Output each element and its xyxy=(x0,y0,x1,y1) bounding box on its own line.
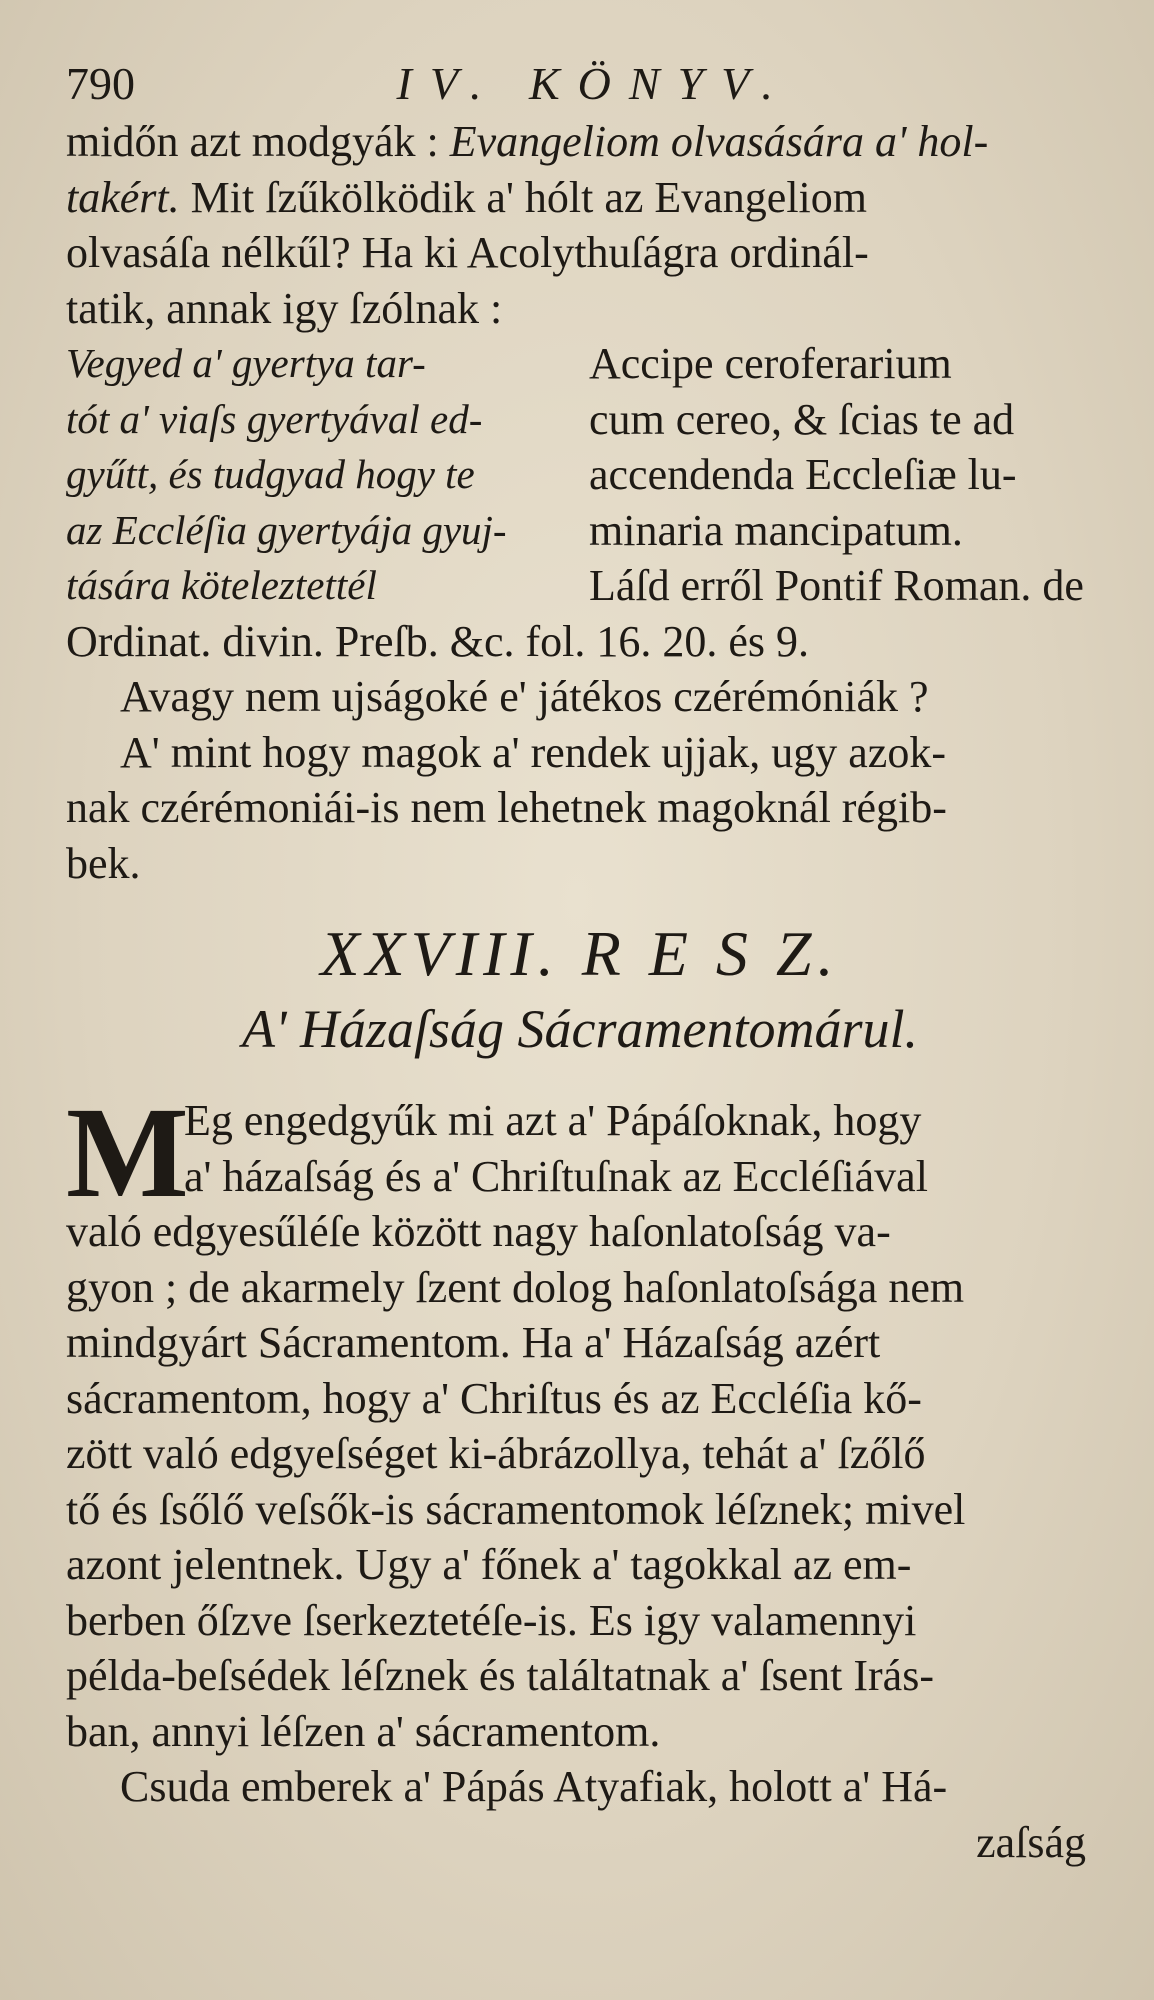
text-block xyxy=(66,56,1094,1870)
text-line: való edgyesűléſe között nagy haſonlatoſság va- xyxy=(66,1207,891,1256)
text-line: a' házaſság és a' Chriſtuſnak az Eccléſiával xyxy=(184,1151,928,1201)
opening-paragraph xyxy=(66,114,1094,336)
text-line xyxy=(66,225,1094,281)
latin-line: cum cereo, & ſcias te ad xyxy=(589,394,1015,444)
text-line: zött való edgyeſséget ki-ábrázollya, tehát a' ſzőlő xyxy=(66,1429,926,1478)
text-line: példa-beſsédek léſznek és találtatnak a' ſsent Irás- xyxy=(66,1651,934,1700)
text-line: Avagy nem ujságoké e' játékos czérémóniák ? xyxy=(120,672,929,721)
text-line: tő és ſsőlő veſsők-is sácramentomok léſznek; mivel xyxy=(66,1484,966,1534)
italic-text: takért. xyxy=(66,172,180,222)
hungarian-line: gyűtt, és tudgyad hogy te xyxy=(66,451,475,497)
text-line xyxy=(66,281,1094,337)
catchword: zaſság xyxy=(976,1817,1086,1867)
text-run: olvasáſa nélkűl? Ha ki Acolythuſágra ordinál- xyxy=(66,228,869,277)
hungarian-line: Vegyed a' gyertya tar- xyxy=(66,340,426,386)
text-line: ban, annyi léſzen a' sácramentom. xyxy=(66,1706,661,1756)
running-header xyxy=(66,56,1094,114)
text-line: bek. xyxy=(66,838,141,888)
text-line xyxy=(66,170,1094,226)
hungarian-column xyxy=(66,336,566,614)
text-line xyxy=(66,114,1094,170)
latin-line: Accipe ceroferarium xyxy=(589,339,952,388)
middle-paragraphs xyxy=(66,614,1094,892)
drop-cap: M xyxy=(66,1081,189,1225)
text-line: Csuda emberek a' Pápás Atyafiak, holott a' Há- xyxy=(120,1762,948,1811)
bilingual-quotation xyxy=(66,336,1094,614)
body-lines xyxy=(66,1204,1094,1815)
chapter-title: A' Házaſság Sácramentomárul. xyxy=(241,999,919,1059)
chapter-first-paragraph xyxy=(66,1081,1094,1815)
text-run: tatik, annak igy ſzólnak : xyxy=(66,283,503,333)
latin-line: minaria mancipatum. xyxy=(589,505,963,555)
text-line: gyon ; de akarmely ſzent dolog haſonlatoſsága nem xyxy=(66,1262,965,1312)
running-title: IV. KÖNYV. xyxy=(396,58,791,109)
text-line: sácramentom, hogy a' Chriſtus és az Eccléſia kő- xyxy=(66,1373,922,1423)
latin-line: accendenda Eccleſiæ lu- xyxy=(589,450,1017,499)
text-line: mindgyárt Sácramentom. Ha a' Házaſság azért xyxy=(66,1318,881,1367)
text-run: Mit ſzűkölködik a' hólt az Evangeliom xyxy=(179,172,867,222)
chapter-number: XXVIII. R E S Z. xyxy=(320,918,840,989)
text-line: nak czérémoniái-is nem lehetnek magoknál régib- xyxy=(66,783,947,832)
text-run: midőn azt modgyák : xyxy=(66,117,450,166)
text-line: A' mint hogy magok a' rendek ujjak, ugy azok- xyxy=(120,727,946,777)
latin-column xyxy=(589,336,1094,614)
text-line: Ordinat. divin. Preſb. &c. fol. 16. 20. és 9. xyxy=(66,616,810,666)
hungarian-line: tására köteleztettél xyxy=(66,562,377,608)
latin-line: Láſd erről Pontif Roman. de xyxy=(589,561,1084,610)
italic-text: Evangeliom olvasására a' hol- xyxy=(449,117,989,166)
hungarian-line: tót a' viaſs gyertyával ed- xyxy=(66,395,483,442)
drop-cap-lines xyxy=(66,1093,1094,1204)
hungarian-line: az Eccléſia gyertyája gyuj- xyxy=(66,506,507,553)
page-number: 790 xyxy=(66,58,135,109)
text-line: azont jelentnek. Ugy a' főnek a' tagokkal az em- xyxy=(66,1540,912,1589)
text-line: Eg engedgyűk mi azt a' Pápáſoknak, hogy xyxy=(184,1096,922,1145)
text-line: berben őſzve ſserkeztetéſe-is. Es igy valamennyi xyxy=(66,1595,917,1645)
